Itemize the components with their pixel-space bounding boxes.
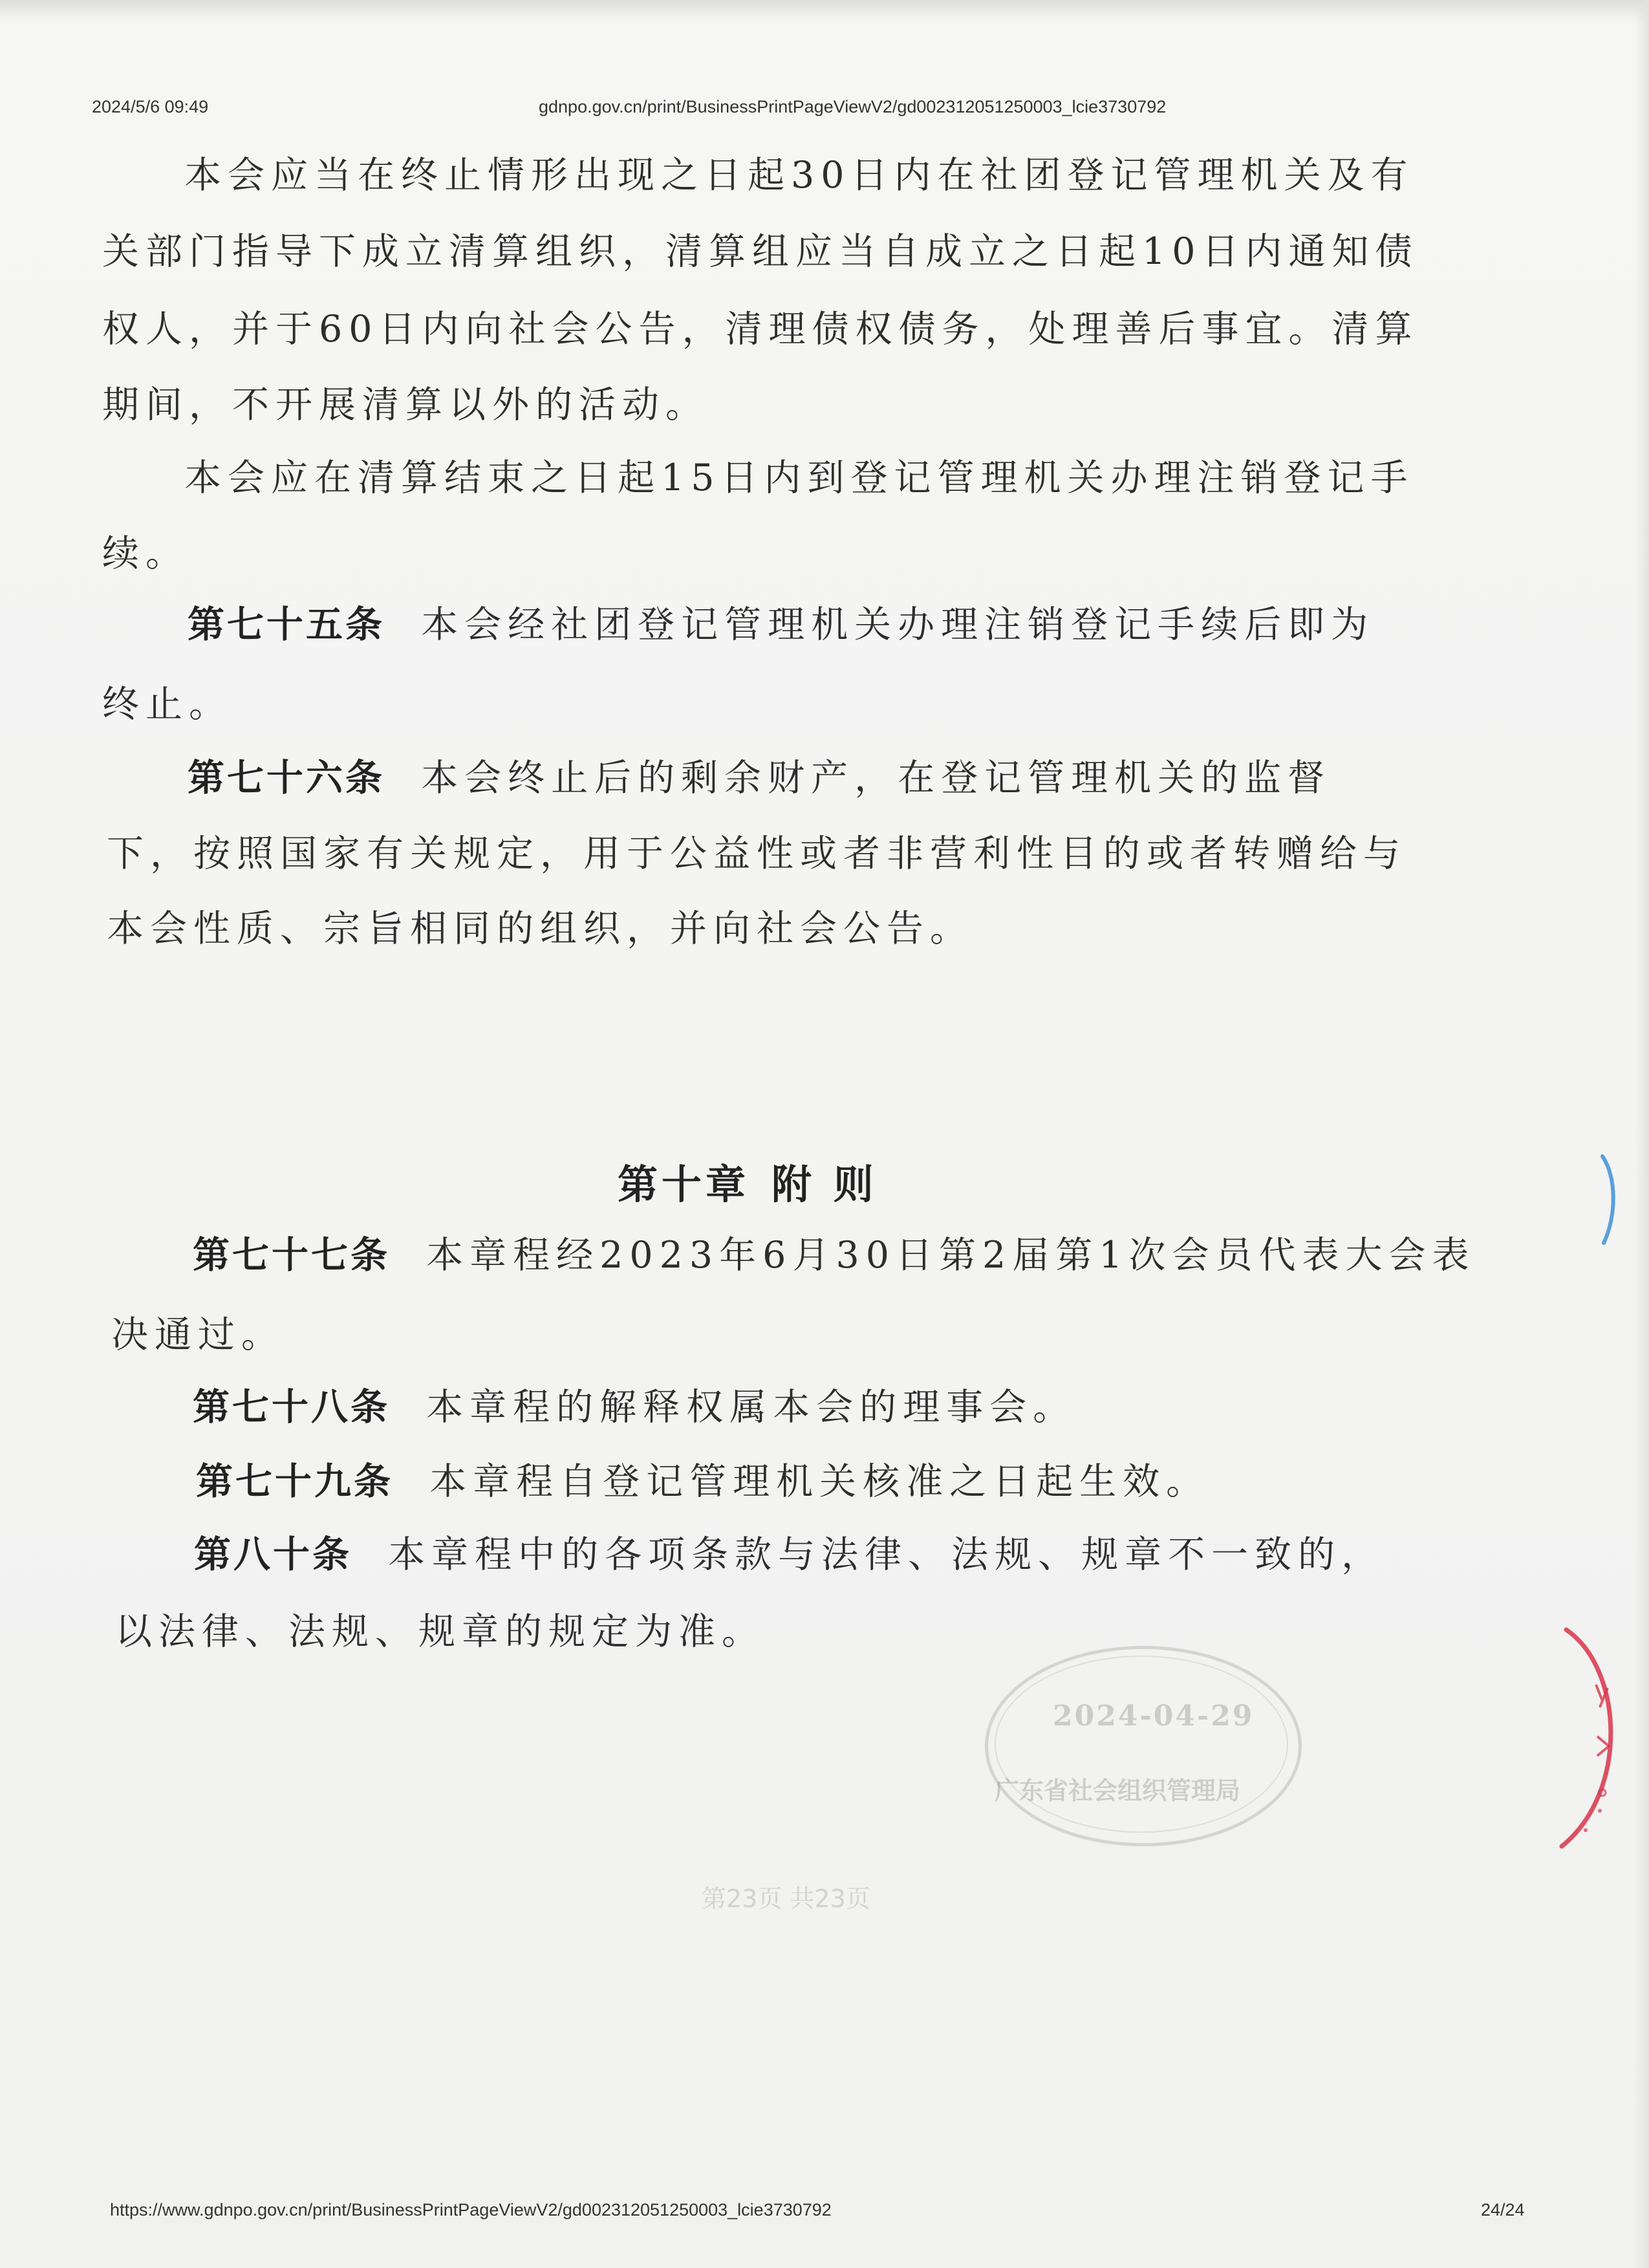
scan-shadow-top xyxy=(0,0,1649,25)
body-line: 以法律、法规、规章的规定为准。 xyxy=(115,1610,765,1653)
article-label: 第八十条 xyxy=(194,1533,352,1576)
article-label: 第七十七条 xyxy=(193,1234,390,1277)
stamp-organization: 广东省社会组织管理局 xyxy=(995,1777,1241,1805)
article-76 xyxy=(188,748,1331,801)
article-text: 本会终止后的剩余财产，在登记管理机关的监督 xyxy=(421,757,1331,799)
article-80 xyxy=(194,1525,1385,1578)
article-text: 本章程的解释权属本会的理事会。 xyxy=(426,1386,1077,1429)
print-header-url: gdnpo.gov.cn/print/BusinessPrintPageViewV2/gd002312051250003_lcie3730792 xyxy=(539,97,1167,116)
body-line: 本会性质、宗旨相同的组织，并向社会公告。 xyxy=(107,907,973,950)
stamp-date: 2024-04-29 xyxy=(1053,1700,1255,1733)
blue-ink-mark xyxy=(1597,1151,1623,1248)
body-line: 期间，不开展清算以外的活动。 xyxy=(102,383,709,426)
scan-shadow-right xyxy=(1635,0,1649,2268)
chapter-number: 第十章 xyxy=(618,1161,750,1208)
article-label: 第七十五条 xyxy=(188,603,385,646)
red-seal-edge-icon xyxy=(1552,1623,1643,1856)
body-line: 下，按照国家有关规定，用于公益性或者非营利性目的或者转赠给与 xyxy=(107,832,1406,875)
print-footer-page: 24/24 xyxy=(1481,2200,1525,2219)
body-line: 终止。 xyxy=(102,683,232,726)
print-header-date: 2024/5/6 09:49 xyxy=(92,97,209,116)
faded-official-stamp xyxy=(985,1646,1302,1846)
body-line: 本会应在清算结束之日起15日内到登记管理机关办理注销登记手 xyxy=(184,457,1414,499)
article-75 xyxy=(188,595,1374,648)
article-text: 本章程经2023年6月30日第2届第1次会员代表大会表 xyxy=(426,1234,1476,1277)
body-line: 权人，并于60日内向社会公告，清理债权债务，处理善后事宜。清算 xyxy=(102,308,1419,351)
article-78 xyxy=(193,1377,1076,1431)
article-77 xyxy=(193,1226,1476,1279)
print-footer-url: https://www.gdnpo.gov.cn/print/BusinessPrintPageViewV2/gd002312051250003_lcie3730792 xyxy=(110,2200,832,2219)
chapter-name: 附 则 xyxy=(771,1161,878,1208)
body-line: 本会应当在终止情形出现之日起30日内在社团登记管理机关及有 xyxy=(184,154,1414,197)
article-text: 本章程自登记管理机关核准之日起生效。 xyxy=(429,1460,1210,1503)
article-text: 本章程中的各项条款与法律、法规、规章不一致的， xyxy=(388,1533,1385,1576)
article-label: 第七十九条 xyxy=(196,1460,393,1503)
article-text: 本会经社团登记管理机关办理注销登记手续后即为 xyxy=(421,603,1375,646)
body-line: 续。 xyxy=(102,532,189,575)
article-label: 第七十八条 xyxy=(193,1386,390,1429)
article-label: 第七十六条 xyxy=(188,757,385,799)
body-line: 关部门指导下成立清算组织，清算组应当自成立之日起10日内通知债 xyxy=(102,230,1419,273)
chapter-title xyxy=(618,1152,878,1210)
faded-page-number: 第23页 共23页 xyxy=(702,1885,870,1913)
body-line: 决通过。 xyxy=(111,1313,285,1356)
article-79 xyxy=(196,1452,1209,1505)
